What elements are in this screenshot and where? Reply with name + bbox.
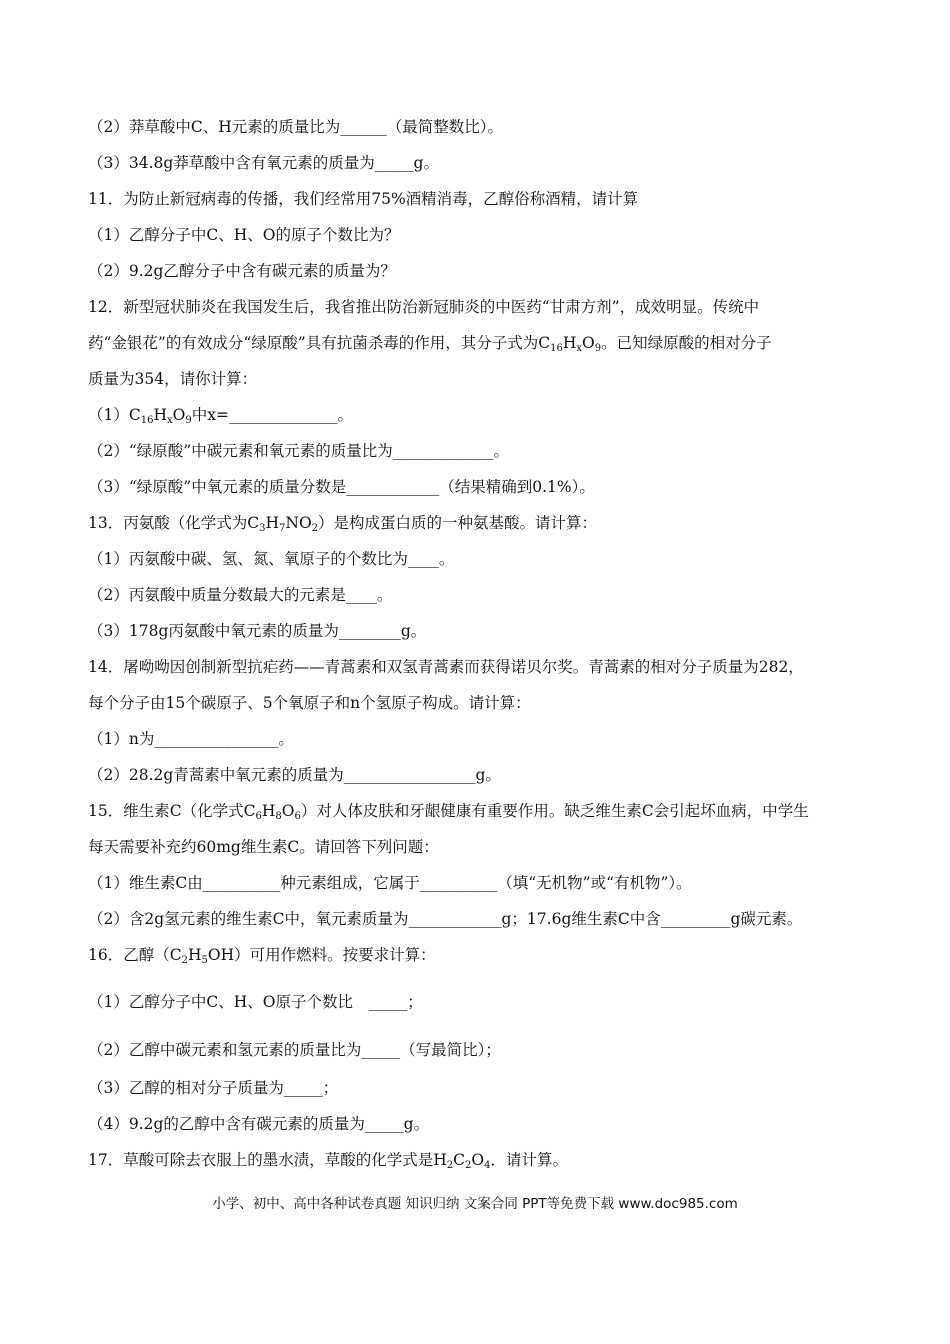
text-line: （3）34.8g莽草酸中含有氧元素的质量为_____g。	[88, 154, 439, 172]
text-line: （2）丙氨酸中质量分数最大的元素是____。	[88, 586, 393, 604]
chemical-formula: $C_{16}H_xO_9$	[128, 406, 192, 426]
text-line: （1）乙醇分子中C、H、O原子个数比 _____；	[88, 993, 423, 1011]
line-prefix: 13．丙氨酸（化学式为	[88, 514, 248, 532]
question-13	[88, 513, 597, 533]
question-17	[88, 1150, 568, 1170]
text-line	[88, 333, 772, 353]
line-suffix: ）是构成蛋白质的一种氨基酸。请计算：	[318, 514, 598, 532]
text-line: （1）乙醇分子中C、H、O的原子个数比为？	[88, 226, 400, 244]
line-suffix: ．请计算。	[490, 1151, 568, 1169]
text-line: （4）9.2g的乙醇中含有碳元素的质量为_____g。	[88, 1115, 430, 1133]
text-line: 每个分子由15个碳原子、5个氧原子和n个氢原子构成。请计算：	[88, 694, 531, 712]
text-line: （3）“绿原酸”中氧元素的质量分数是____________（结果精确到0.1%）。	[88, 478, 595, 496]
chemical-formula: $C_{16}H_xO_9$	[538, 334, 602, 354]
text-line: 质量为354，请你计算：	[88, 370, 258, 388]
text-line: （1）n为________________。	[88, 730, 294, 748]
text-line: （2）9.2g乙醇分子中含有碳元素的质量为？	[88, 262, 396, 280]
question-11: 11．为防止新冠病毒的传播，我们经常用75%酒精消毒，乙醇俗称酒精，请计算	[88, 190, 639, 208]
text-line: 每天需要补充约60mg维生素C。请回答下列问题：	[88, 838, 439, 856]
text-line	[88, 405, 353, 425]
line-prefix: （1）	[88, 406, 129, 424]
text-line: （2）28.2g青蒿素中氧元素的质量为_________________g。	[88, 766, 501, 784]
text-line: （3）178g丙氨酸中氧元素的质量为________g。	[88, 622, 427, 640]
question-12: 12．新型冠状肺炎在我国发生后，我省推出防治新冠肺炎的中医药“甘肃方剂”，成效明显。传统中	[88, 298, 760, 316]
line-prefix: 15．维生素C（化学式	[88, 802, 244, 820]
text-line: （2）莽草酸中C、H元素的质量比为______（最简整数比）。	[88, 118, 503, 136]
text-line: （2）含2g氢元素的维生素C中，氧元素质量为____________g；17.6g维生素C中含_________g碳元素。	[88, 910, 803, 928]
question-14: 14．屠呦呦因创制新型抗疟药——青蒿素和双氢青蒿素而获得诺贝尔奖。青蒿素的相对分子质量为282，	[88, 658, 804, 676]
text-line: （1）维生素C由__________种元素组成，它属于__________（填“无机物”或“有机物”）。	[88, 874, 692, 892]
text-line: （3）乙醇的相对分子质量为_____；	[88, 1079, 339, 1097]
text-line: （2）“绿原酸”中碳元素和氧元素的质量比为_____________。	[88, 442, 509, 460]
line-prefix: 16．乙醇（	[88, 946, 170, 964]
question-15	[88, 801, 809, 821]
page-footer: 小学、初中、高中各种试卷真题 知识归纳 文案合同 PPT等免费下载 www.doc985.com	[212, 1196, 738, 1212]
chemical-formula: $H_2C_2O_4$	[433, 1151, 491, 1171]
line-suffix: 中x=______________。	[191, 406, 353, 424]
text-line: （2）乙醇中碳元素和氢元素的质量比为_____（写最简比）；	[88, 1041, 501, 1059]
question-16	[88, 945, 436, 965]
line-suffix: ）可用作燃料。按要求计算：	[234, 946, 436, 964]
chemical-formula: $C_2H_5OH$	[169, 946, 235, 966]
line-suffix: ）对人体皮肤和牙龈健康有重要作用。缺乏维生素C会引起坏血病，中学生	[300, 802, 809, 820]
line-prefix: 17．草酸可除去衣服上的墨水渍，草酸的化学式是	[88, 1151, 434, 1169]
line-suffix: 。已知绿原酸的相对分子	[601, 334, 772, 352]
line-prefix: 药“金银花”的有效成分“绿原酸”具有抗菌杀毒的作用，其分子式为	[88, 334, 539, 352]
chemical-formula: $C_6H_8O_6$	[243, 802, 301, 822]
text-line: （1）丙氨酸中碳、氢、氮、氧原子的个数比为____。	[88, 550, 455, 568]
chemical-formula: $C_3H_7NO_2$	[247, 514, 319, 534]
